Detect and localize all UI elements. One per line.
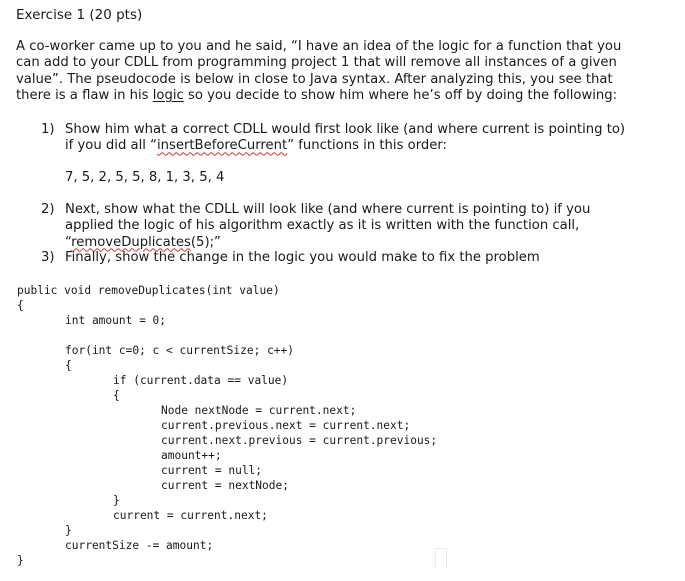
step-1-line-2-end: ” functions in this order: — [287, 138, 448, 154]
insert-before-current-fn: insertBeforeCurrent — [156, 138, 288, 154]
remove-duplicates-fn: removeDuplicates — [71, 234, 191, 250]
code-advance: current = current.next; — [113, 509, 268, 522]
step-2-line-3-end: (5);” — [190, 234, 221, 250]
intro-line-2: can add to your CDLL from programming project 1 that will remove all instances of a given — [16, 55, 617, 71]
code-if-line: if (current.data == value) — [113, 374, 289, 387]
intro-paragraph — [16, 39, 676, 104]
step-1-text — [65, 122, 675, 155]
step-2-line-2: applied the logic of his algorithm exactly as it is written with the function call, — [65, 218, 580, 234]
code-cur-null: current = null; — [161, 464, 263, 477]
step-2-text — [65, 202, 675, 251]
logic-word: logic — [152, 87, 184, 103]
step-2-line-3 — [65, 235, 675, 251]
step-3-line-1: Finally, show the change in the logic you would make to fix the problem — [65, 250, 540, 265]
exercise-heading: Exercise 1 (20 pts) — [16, 7, 143, 23]
intro-line-4-end: so you decide to show him where he’s off by doing the following: — [183, 87, 618, 103]
intro-line-4 — [16, 88, 676, 104]
step-3-text — [65, 250, 675, 266]
step-2-line-1: Next, show what the CDLL will look like (and where current is pointing to) if you — [65, 202, 591, 217]
step-2-number: 2) — [41, 202, 55, 217]
code-next-node: Node nextNode = current.next; — [161, 404, 357, 417]
code-prev-next: current.previous.next = current.next; — [161, 419, 411, 432]
code-for-line: for(int c=0; c < currentSize; c++) — [65, 344, 295, 357]
code-close-if: } — [113, 494, 120, 507]
code-close-for: } — [65, 524, 72, 537]
intro-line-1: A co-worker came up to you and he said, “I have an idea of the logic for a function that you — [16, 39, 622, 54]
step-2-open-quote: “ — [65, 234, 72, 250]
step-1-line-2 — [65, 138, 675, 154]
intro-line-3: value”. The pseudocode is below in close to Java syntax. After analyzing this, you see that — [16, 71, 613, 87]
step-3-number: 3) — [41, 250, 55, 265]
intro-line-4-start: there is a flaw in his — [16, 87, 153, 103]
code-size-update: currentSize -= amount; — [65, 539, 214, 552]
step-1-line-1: Show him what a correct CDLL would first look like (and where current is pointing to) — [65, 122, 626, 137]
code-next-prev: current.next.previous = current.previous; — [161, 434, 438, 447]
code-close-method: } — [17, 554, 24, 567]
step-1-line-2-start: if you did all “ — [65, 138, 157, 154]
code-cur-next-node: current = nextNode; — [161, 479, 289, 492]
code-open-for: { — [65, 359, 72, 372]
insert-sequence: 7, 5, 2, 5, 5, 8, 1, 3, 5, 4 — [65, 170, 225, 185]
code-open-if: { — [113, 389, 120, 402]
code-amount-decl: int amount = 0; — [65, 314, 167, 327]
code-amount-inc: amount++; — [161, 449, 222, 462]
code-signature: public void removeDuplicates(int value) — [17, 284, 280, 297]
text-cursor-icon — [435, 548, 447, 568]
step-1-number: 1) — [41, 122, 55, 137]
code-open-method: { — [17, 299, 24, 312]
pseudocode-block — [0, 283, 685, 581]
